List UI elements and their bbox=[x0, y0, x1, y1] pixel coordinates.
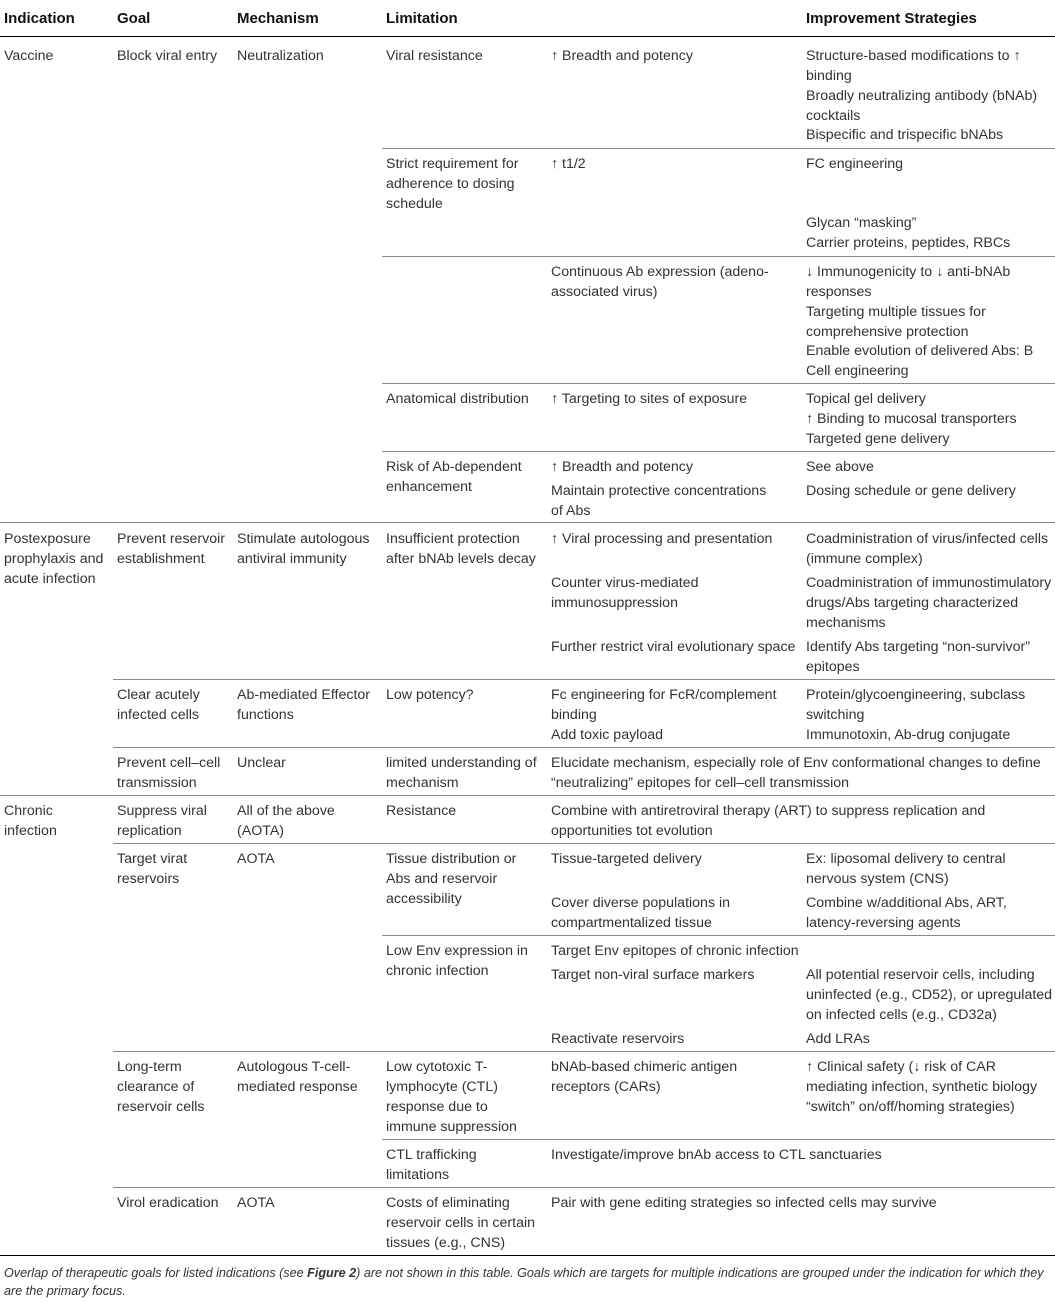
improvement-immunotoxin: Immunotoxin, Ab-drug conjugate bbox=[806, 727, 1011, 743]
strategy-combine-art: Combine with antiretroviral therapy (ART) to suppress replication and opportunities tot evolution bbox=[551, 803, 986, 839]
strategy-cover-diverse: Cover diverse populations in compartmentalized tissue bbox=[551, 895, 731, 931]
row-divider bbox=[113, 1187, 1055, 1188]
improvement-carrier: Carrier proteins, peptides, RBCs bbox=[806, 235, 1011, 251]
strategy-t-half: ↑ t1/2 bbox=[551, 156, 586, 172]
mechanism-ab-mediated: Ab-mediated Effector functions bbox=[237, 687, 371, 723]
table-bottom-border bbox=[0, 1255, 1055, 1256]
limitation-ade-risk: Risk of Ab-dependent enhancement bbox=[386, 459, 522, 495]
header-divider bbox=[0, 36, 1055, 37]
row-divider bbox=[382, 256, 1055, 257]
row-divider bbox=[113, 843, 1055, 844]
limitation-low-potency: Low potency? bbox=[386, 687, 474, 703]
row-divider bbox=[382, 1139, 1055, 1140]
mechanism-neutralization: Neutralization bbox=[237, 48, 324, 64]
improvement-multi-tissue: Targeting multiple tissues for comprehensive protection bbox=[806, 304, 986, 340]
improvement-combine-additional: Combine w/additional Abs, ART, latency-reversing agents bbox=[806, 895, 1007, 931]
improvement-topical-gel: Topical gel delivery bbox=[806, 391, 926, 407]
mechanism-unclear: Unclear bbox=[237, 755, 286, 771]
goal-clear-acute: Clear acutely infected cells bbox=[117, 687, 200, 723]
limitation-low-env: Low Env expression in chronic infection bbox=[386, 943, 528, 979]
strategy-add-toxic: Add toxic payload bbox=[551, 727, 663, 743]
row-divider bbox=[382, 383, 1055, 384]
header-mechanism: Mechanism bbox=[237, 10, 319, 27]
improvement-liposomal: Ex: liposomal delivery to central nervous system (CNS) bbox=[806, 851, 1006, 887]
goal-suppress-rep: Suppress viral replication bbox=[117, 803, 207, 839]
goal-prevent-cell: Prevent cell–cell transmission bbox=[117, 755, 221, 791]
row-divider bbox=[113, 1051, 1055, 1052]
table-footnote bbox=[4, 1264, 1049, 1300]
mechanism-all-above: All of the above (AOTA) bbox=[237, 803, 335, 839]
improvement-immunogenicity: ↓ Immunogenicity to ↓ anti-bNAb responses bbox=[806, 264, 1011, 300]
strategy-elucidate: Elucidate mechanism, especially role of Env conformational changes to define “neutralizing” epitopes for cell–cell transmission bbox=[551, 755, 1041, 791]
indication-vaccine: Vaccine bbox=[4, 48, 54, 64]
mechanism-autologous-t: Autologous T-cell-mediated response bbox=[237, 1059, 358, 1095]
row-divider bbox=[382, 451, 1055, 452]
improvement-glycan: Glycan “masking” bbox=[806, 215, 917, 231]
header-goal: Goal bbox=[117, 10, 151, 27]
limitation-anat-dist: Anatomical distribution bbox=[386, 391, 529, 407]
strategy-breadth-potency-2: ↑ Breadth and potency bbox=[551, 459, 693, 475]
indication-chronic: Chronic infection bbox=[4, 803, 57, 839]
strategy-restrict-space: Further restrict viral evolutionary space bbox=[551, 639, 796, 655]
limitation-strict-req: Strict requirement for adherence to dosing schedule bbox=[386, 156, 519, 212]
improvement-coadmin-virus: Coadministration of virus/infected cells (immune complex) bbox=[806, 531, 1049, 567]
improvement-mucosal: ↑ Binding to mucosal transporters bbox=[806, 411, 1017, 427]
strategy-bnab-car: bNAb-based chimeric antigen receptors (CARs) bbox=[551, 1059, 738, 1095]
improvement-coadmin-drugs: Coadministration of immunostimulatory drugs/Abs targeting characterized mechanisms bbox=[806, 575, 1052, 631]
row-divider bbox=[113, 747, 1055, 748]
limitation-tissue-dist: Tissue distribution or Abs and reservoir accessibility bbox=[386, 851, 517, 907]
improvement-clinical-safety: ↑ Clinical safety (↓ risk of CAR mediating infection, synthetic biology “switch” on/off/homing strategies) bbox=[806, 1059, 1038, 1115]
strategy-counter-virus: Counter virus-mediated immunosuppression bbox=[551, 575, 699, 611]
strategy-reactivate: Reactivate reservoirs bbox=[551, 1031, 685, 1047]
improvement-all-potential: All potential reservoir cells, including uninfected (e.g., CD52), or upregulated on infected cells (e.g., CD32a) bbox=[806, 967, 1053, 1023]
strategy-investigate: Investigate/improve bnAb access to CTL sanctuaries bbox=[551, 1147, 882, 1163]
improvement-protein-glyco: Protein/glycoengineering, subclass switching bbox=[806, 687, 1026, 723]
limitation-low-cytotoxic: Low cytotoxic T-lymphocyte (CTL) response due to immune suppression bbox=[386, 1059, 517, 1135]
improvement-see-above: See above bbox=[806, 459, 874, 475]
limitation-costs: Costs of eliminating reservoir cells in certain tissues (e.g., CNS) bbox=[386, 1195, 536, 1251]
limitation-resistance: Resistance bbox=[386, 803, 457, 819]
strategy-viral-processing: ↑ Viral processing and presentation bbox=[551, 531, 773, 547]
section-divider bbox=[0, 795, 1055, 796]
improvement-add-lras: Add LRAs bbox=[806, 1031, 870, 1047]
header-improvement: Improvement Strategies bbox=[806, 10, 977, 27]
improvement-gene-delivery: Targeted gene delivery bbox=[806, 431, 950, 447]
footnote-part1: Overlap of therapeutic goals for listed indications (see bbox=[4, 1266, 308, 1280]
header-indication: Indication bbox=[4, 10, 75, 27]
indication-postexposure: Postexposure prophylaxis and acute infection bbox=[4, 531, 104, 587]
row-divider bbox=[382, 148, 1055, 149]
row-divider bbox=[113, 679, 1055, 680]
strategy-fc-eng-fcr: Fc engineering for FcR/complement binding bbox=[551, 687, 777, 723]
goal-virol-erad: Virol eradication bbox=[117, 1195, 219, 1211]
strategy-non-viral: Target non-viral surface markers bbox=[551, 967, 755, 983]
section-divider bbox=[0, 522, 1055, 523]
strategy-breadth-potency: ↑ Breadth and potency bbox=[551, 48, 693, 64]
strategy-targeting-sites: ↑ Targeting to sites of exposure bbox=[551, 391, 748, 407]
limitation-ctl-trafficking: CTL trafficking limitations bbox=[386, 1147, 477, 1183]
goal-prevent-reservoir: Prevent reservoir establishment bbox=[117, 531, 226, 567]
improvement-fc-eng: FC engineering bbox=[806, 156, 904, 172]
limitation-viral-resistance: Viral resistance bbox=[386, 48, 483, 64]
strategy-continuous-ab: Continuous Ab expression (adeno-associated virus) bbox=[551, 264, 769, 300]
limitation-limited-understanding: limited understanding of mechanism bbox=[386, 755, 537, 791]
improvement-structure-mod: Structure-based modifications to ↑ binding bbox=[806, 48, 1021, 84]
strategy-pair-gene: Pair with gene editing strategies so infected cells may survive bbox=[551, 1195, 937, 1211]
goal-block-entry: Block viral entry bbox=[117, 48, 218, 64]
strategy-tissue-targeted: Tissue-targeted delivery bbox=[551, 851, 702, 867]
improvement-identify-abs: Identify Abs targeting “non-survivor” epitopes bbox=[806, 639, 1030, 675]
strategy-target-env: Target Env epitopes of chronic infection bbox=[551, 943, 799, 959]
limitation-insufficient: Insufficient protection after bNAb levels decay bbox=[386, 531, 536, 567]
header-limitation: Limitation bbox=[386, 10, 458, 27]
improvement-dosing-gene: Dosing schedule or gene delivery bbox=[806, 483, 1016, 499]
goal-target-virat: Target virat reservoirs bbox=[117, 851, 188, 887]
goal-long-term: Long-term clearance of reservoir cells bbox=[117, 1059, 205, 1115]
mechanism-aota-1: AOTA bbox=[237, 851, 275, 867]
strategy-maintain-conc: Maintain protective concentrations of Abs bbox=[551, 483, 767, 519]
improvement-bnab-cocktails: Broadly neutralizing antibody (bNAb) cocktails bbox=[806, 88, 1038, 124]
improvement-evolution: Enable evolution of delivered Abs: B Cell engineering bbox=[806, 343, 1034, 379]
improvement-bispecific: Bispecific and trispecific bNAbs bbox=[806, 127, 1004, 143]
row-divider bbox=[382, 935, 1055, 936]
mechanism-aota-2: AOTA bbox=[237, 1195, 275, 1211]
mechanism-stimulate-auto: Stimulate autologous antiviral immunity bbox=[237, 531, 370, 567]
figure-reference-link[interactable]: Figure 2 bbox=[307, 1266, 357, 1280]
footnote-part2: ) are not shown in this table. Goals which are targets for multiple indications are grouped under the indication for which they are the primary focus. bbox=[4, 1266, 1044, 1298]
